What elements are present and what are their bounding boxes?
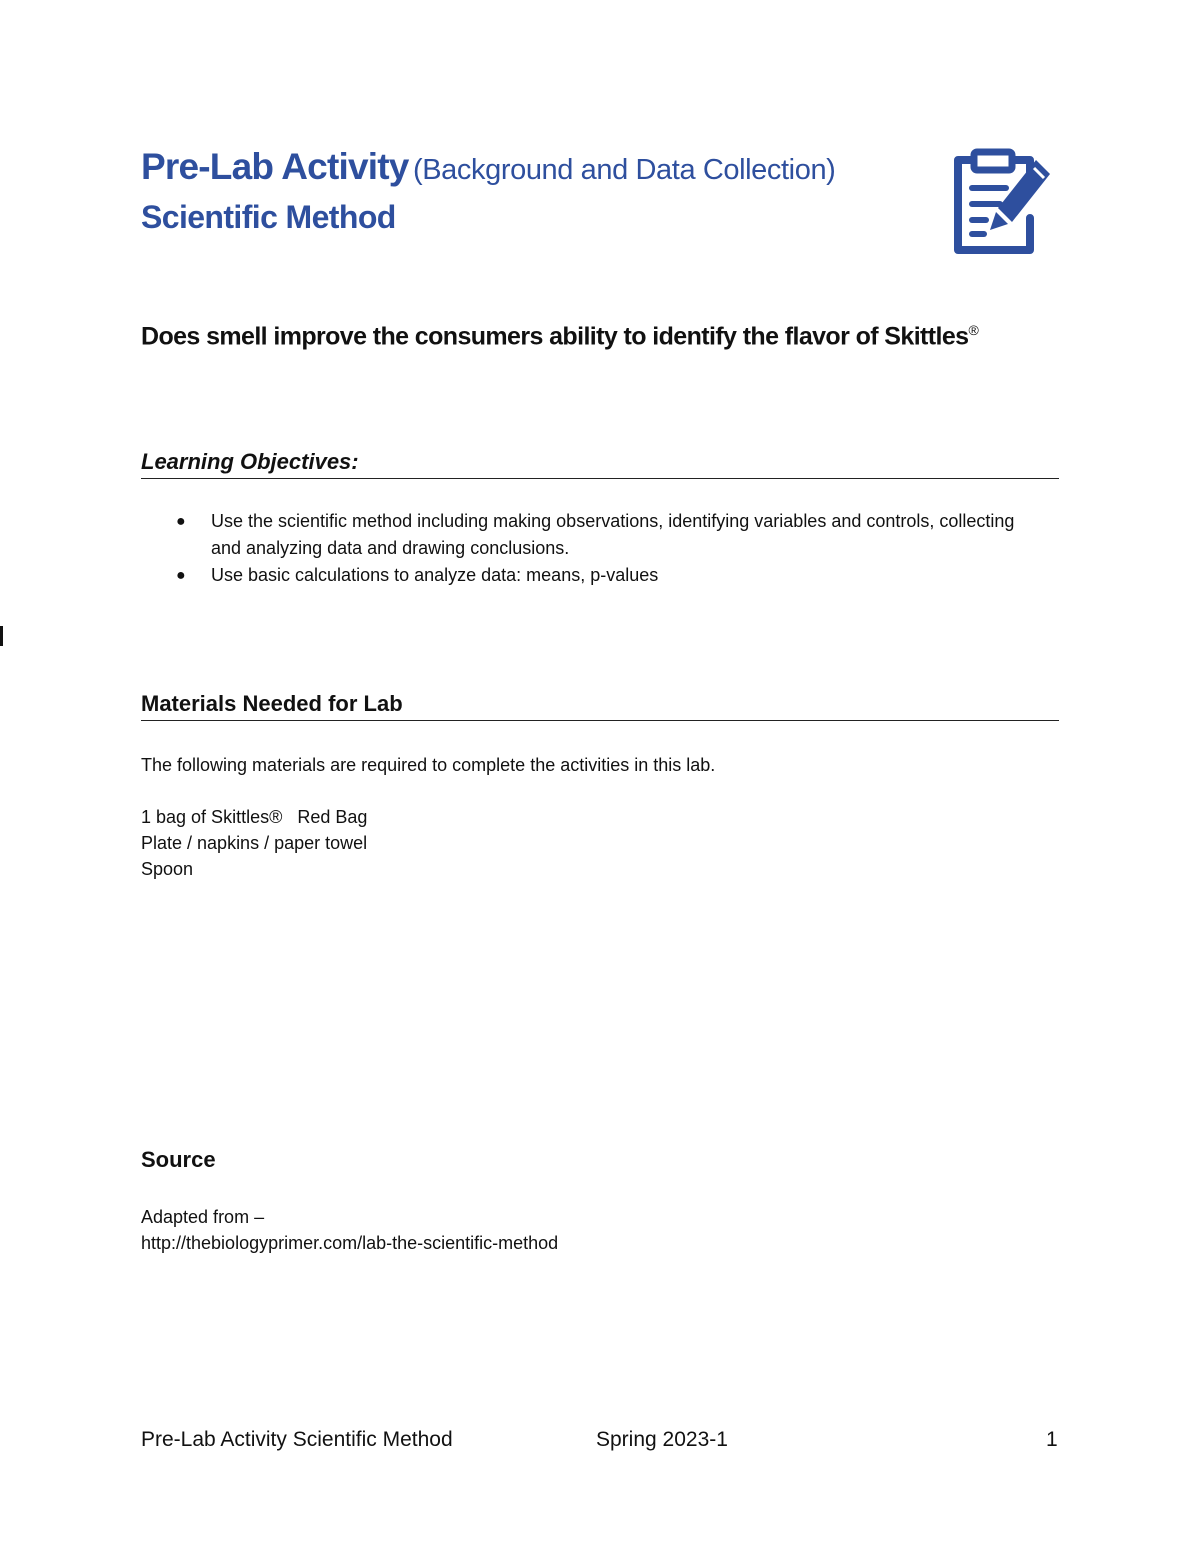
title-subtitle: (Background and Data Collection) — [412, 154, 836, 186]
clipboard-pencil-icon — [950, 146, 1058, 258]
footer-term: Spring 2023-1 — [596, 1428, 728, 1451]
source-link[interactable]: http://thebiologyprimer.com/lab-the-scientific-method — [141, 1233, 559, 1253]
list-item: 1 bag of Skittles® Red Bag — [141, 807, 368, 827]
footer-document-title: Pre-Lab Activity Scientific Method — [141, 1428, 453, 1451]
materials-heading: Materials Needed for Lab — [141, 691, 403, 716]
source-heading: Source — [141, 1147, 216, 1172]
title-main: Pre-Lab Activity — [141, 146, 409, 187]
bullet-icon: ● — [176, 513, 186, 530]
materials-intro: The following materials are required to complete the activities in this lab. — [141, 755, 716, 775]
list-item: ● Use basic calculations to analyze data: means, p-values — [176, 562, 1036, 589]
list-item: ● Use the scientific method including making observations, identifying variables and controls, collecting and analyzing data and drawing conclusions. — [176, 508, 1036, 562]
section-divider — [141, 478, 1059, 479]
section-divider — [141, 720, 1059, 721]
title-topic: Scientific Method — [141, 199, 396, 235]
learning-objectives-heading: Learning Objectives: — [141, 449, 359, 474]
margin-mark — [0, 626, 3, 646]
page-number: 1 — [1046, 1428, 1058, 1451]
research-question: Does smell improve the consumers ability to identify the flavor of Skittles® — [141, 322, 979, 351]
source-adapted-from: Adapted from – — [141, 1207, 265, 1227]
list-item: Spoon — [141, 859, 194, 879]
objectives-list — [176, 508, 1036, 589]
page-title — [141, 146, 835, 188]
bullet-icon: ● — [176, 567, 186, 584]
materials-list — [141, 804, 367, 882]
list-item: Plate / napkins / paper towel — [141, 833, 368, 853]
